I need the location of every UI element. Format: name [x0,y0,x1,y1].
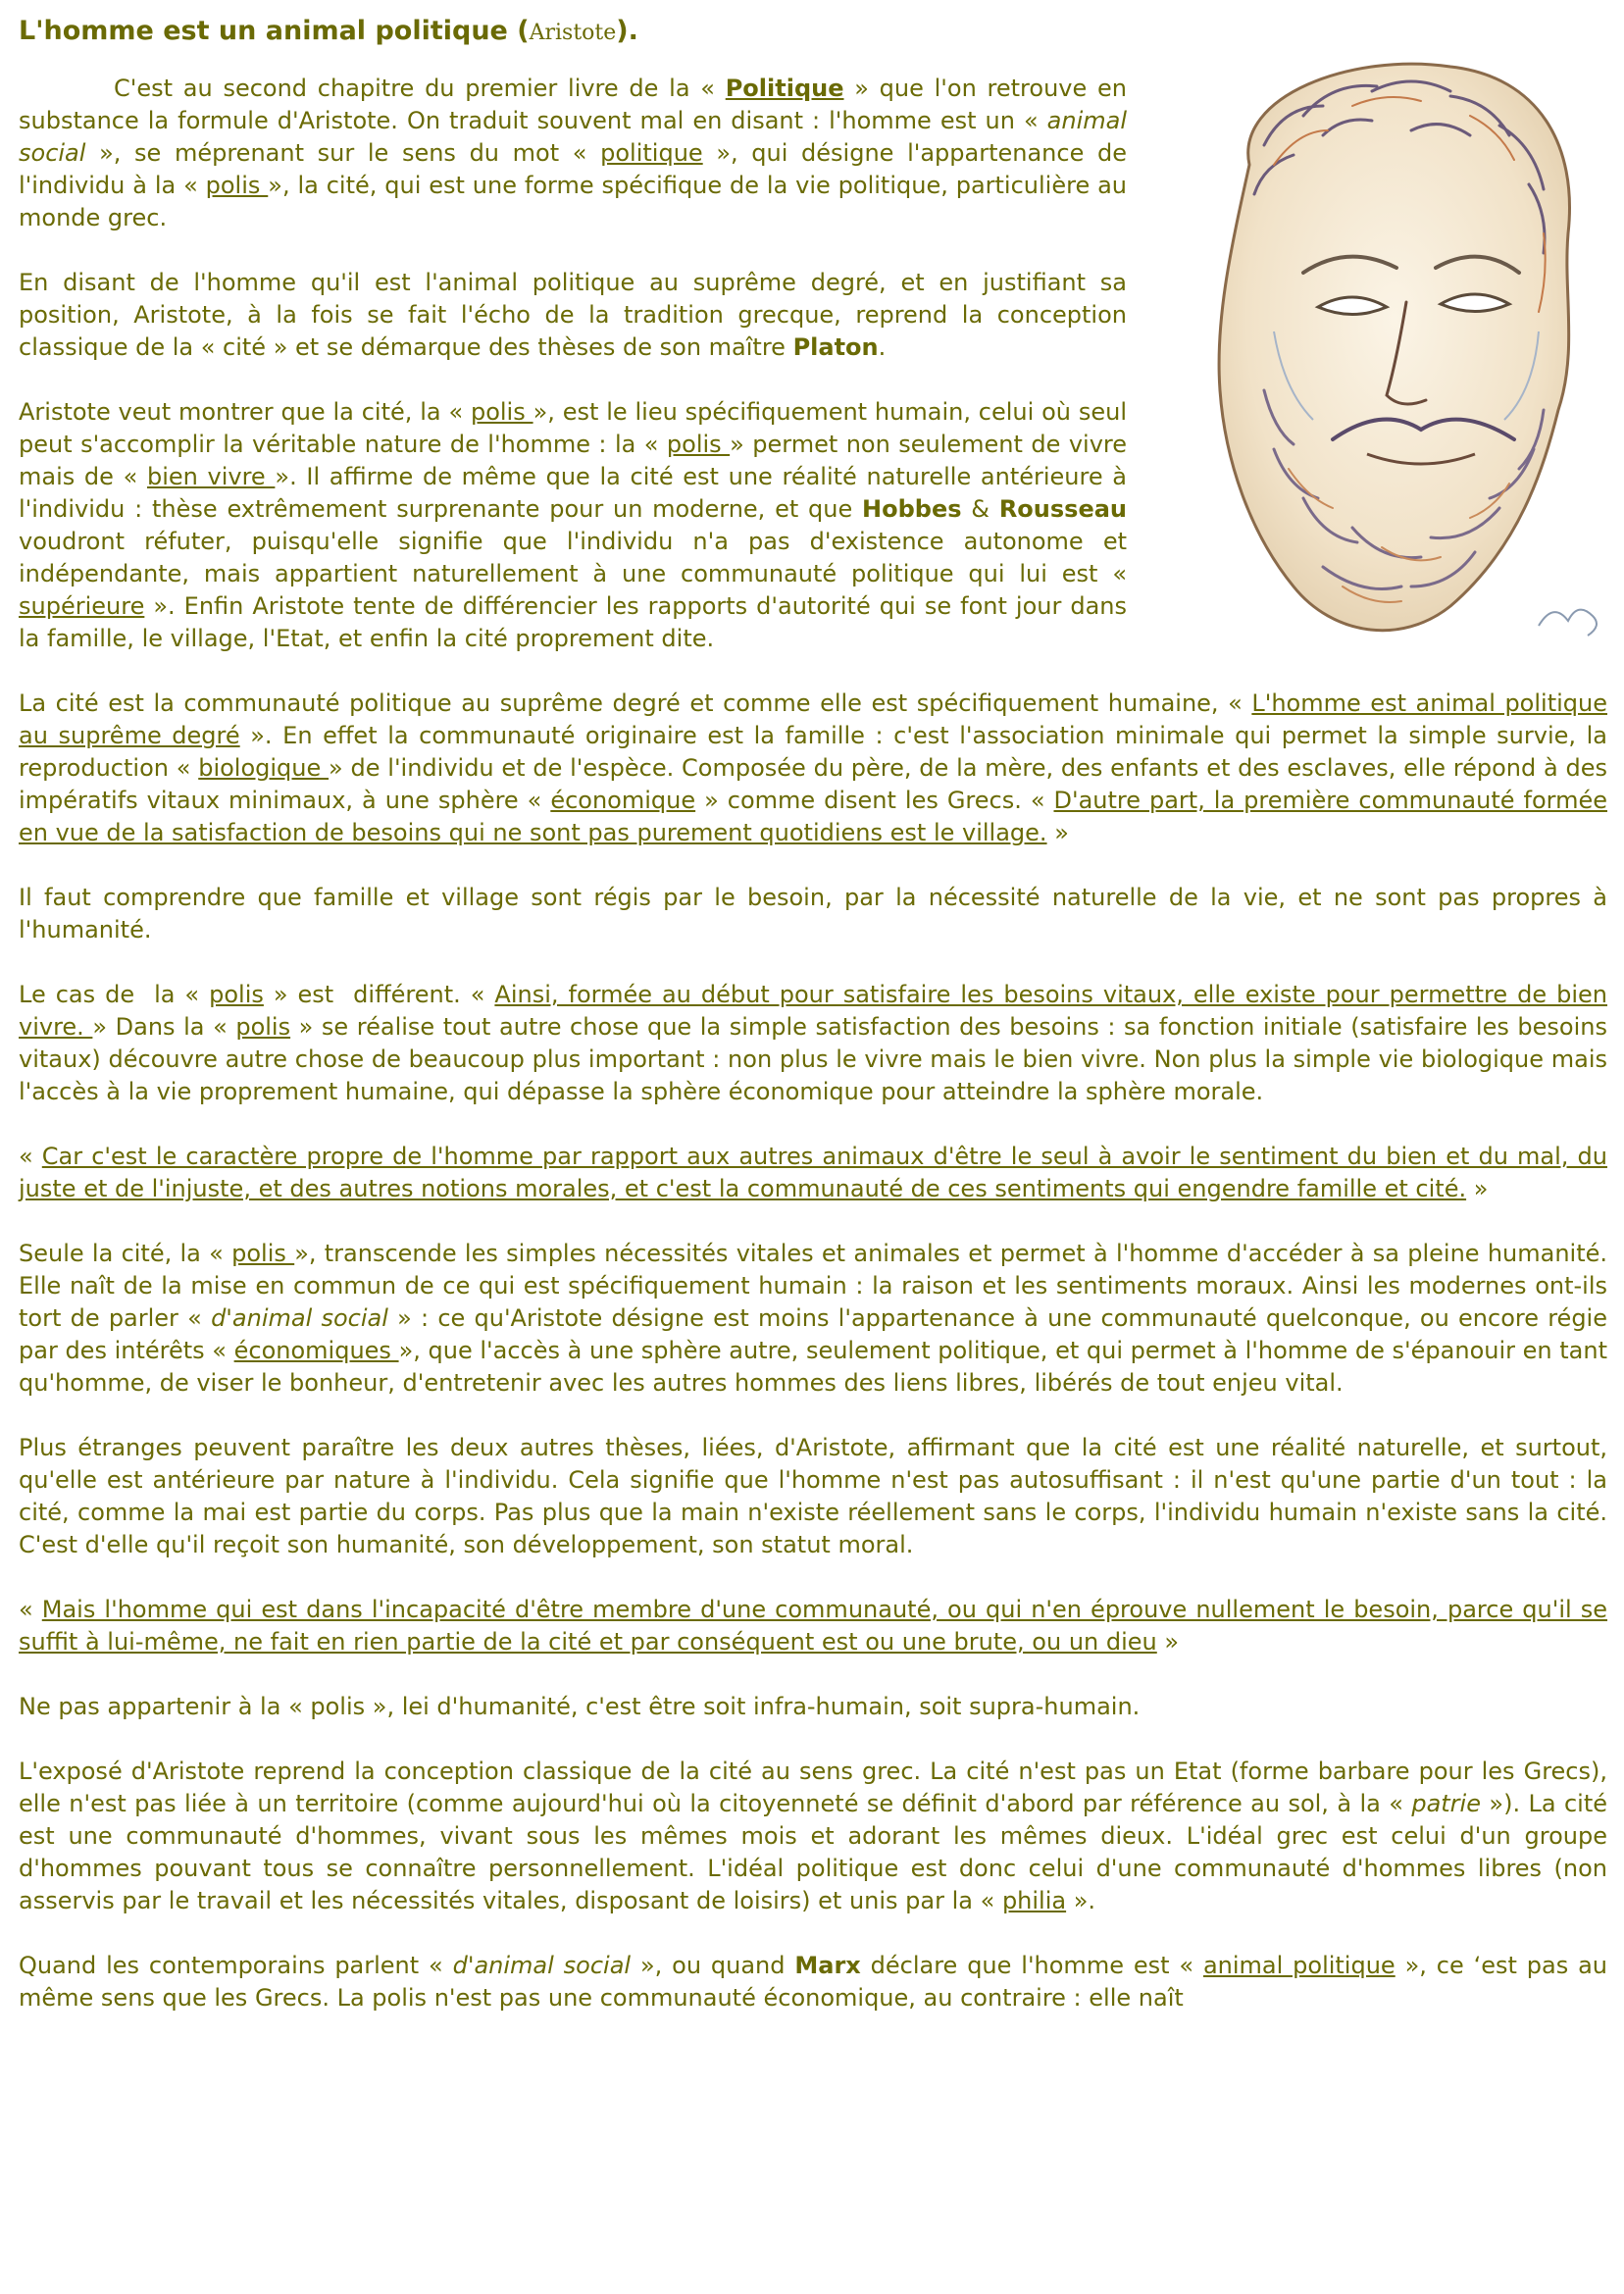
p4-text-3: » de l'individu et de l'espèce. Composée du père, de la mère, des enfants et des esclaves, elle répond à des impératifs vitaux minimaux, à une sphère « [19,754,1608,814]
paragraph-11 [19,1691,1607,1723]
p4-text-4: » comme disent les Grecs. « [695,787,1054,814]
p1-text-1: C'est au second chapitre du premier livre de la « [114,75,726,102]
link-biologique[interactable]: biologique [198,754,330,782]
link-polis[interactable]: polis [209,981,264,1008]
paragraph-4 [19,688,1607,849]
p11-text-1: Ne pas appartenir à la « polis », lei d'humanité, c'est être soit infra-humain, soit supra-humain. [19,1693,1141,1720]
paragraph-12 [19,1756,1607,1917]
p8-text-3: » : ce qu'Aristote désigne est moins l'appartenance à une communauté quelconque, ou encore régie par des intérêts « [19,1304,1607,1364]
paragraph-9 [19,1432,1607,1561]
title-main: L'homme est un animal politique ( [19,16,530,46]
p6-text-3: » Dans la « [92,1013,236,1041]
paragraph-7 [19,1141,1607,1205]
link-philia[interactable]: philia [1001,1887,1067,1914]
paragraph-6 [19,979,1607,1108]
p1-text-3: », se méprenant sur le sens du mot « [85,139,601,167]
link-polis[interactable]: polis [231,1240,295,1267]
name-marx: Marx [794,1952,861,1979]
link-quote-bien-vivre[interactable]: Ainsi, formée au début pour satisfaire les besoins vitaux, elle existe pour permettre de bien vivre. [19,981,1607,1041]
link-superieure[interactable]: supérieure [19,592,145,620]
p7-text-1: « [19,1143,42,1170]
p6-text-2: » est différent. « [263,981,495,1008]
aristotle-portrait-image [1156,37,1617,661]
link-politique-book[interactable]: Politique [725,75,844,102]
p13-text-1: Quand les contemporains parlent « [19,1952,453,1979]
p4-text-1: La cité est la communauté politique au suprême degré et comme elle est spécifiquement humaine, « [19,689,1252,717]
p12-em-patrie: patrie [1411,1790,1481,1817]
link-polis[interactable]: polis [470,398,533,426]
p13-text-3: déclare que l'homme est « [860,1952,1203,1979]
p1-text-4: », qui désigne l'appartenance de l'individu à la « [19,139,1128,199]
link-animal-politique[interactable]: animal politique [1202,1952,1396,1979]
p4-text-5: » [1046,819,1069,846]
paragraph-8 [19,1238,1607,1400]
link-quote-animal-politique[interactable]: L'homme est animal politique au suprême degré [19,689,1607,749]
p5-text-1: Il faut comprendre que famille et village sont régis par le besoin, par la nécessité naturelle de la vie, et ne sont pas propres à l'humanité. [19,884,1607,943]
title-author-name: Aristote [529,21,617,45]
p8-em-animal-social: d'animal social [211,1304,388,1332]
p6-text-4: » se réalise tout autre chose que la simple satisfaction des besoins : sa fonction initiale (satisfaire les besoins vitaux) découvre autre chose de beaucoup plus important : non plus le vivre mais le bien vivre. Non plus la simple vie biologique mais l'accès à la vie proprement humaine, qui dépasse la sphère économique pour atteindre la sphère morale. [19,1013,1607,1105]
link-bien-vivre[interactable]: bien vivre [146,463,276,490]
p3-text-3: » permet non seulement de vivre mais de « [19,431,1127,490]
document-body [19,14,1607,2047]
paragraph-5 [19,882,1607,946]
link-polis[interactable]: polis [235,1013,291,1041]
p3-text-2: », est le lieu spécifiquement humain, celui où seul peut s'accomplir la véritable nature de l'homme : la « [19,398,1127,458]
p3-text-5: & [961,495,999,523]
link-economiques[interactable]: économiques [233,1337,399,1364]
p3-text-7: ». Enfin Aristote tente de différencier les rapports d'autorité qui se font jour dans la famille, le village, l'Etat, et enfin la cité proprement dite. [19,592,1127,652]
p1-text-5: », la cité, qui est une forme spécifique de la vie politique, particulière au monde grec. [19,172,1128,231]
link-quote-bien-et-mal[interactable]: Car c'est le caractère propre de l'homme par rapport aux autres animaux d'être le seul à avoir le sentiment du bien et du mal, du juste et de l'injuste, et des autres notions morales, et c'est la communauté de ces sentiments qui engendre famille et cité. [19,1143,1607,1202]
link-polis[interactable]: polis [205,172,269,199]
p6-text-1: Le cas de la « [19,981,210,1008]
name-hobbes: Hobbes [862,495,962,523]
title-end: ). [616,16,638,46]
p3-text-1: Aristote veut montrer que la cité, la « [19,398,471,426]
p12-text-1: L'exposé d'Aristote reprend la conception classique de la cité au sens grec. La cité n'est pas un Etat (forme barbare pour les Grecs), elle n'est pas liée à un territoire (comme aujourd'hui où la citoyenneté se définit d'abord par référence au sol, à la « [19,1758,1607,1817]
p8-text-1: Seule la cité, la « [19,1240,232,1267]
p12-text-2: »). La cité est une communauté d'hommes, vivant sous les mêmes mois et adorant les mêmes dieux. L'idéal grec est celui d'un groupe d'hommes pouvant tous se connaître personnellement. L'idéal politique est donc celui d'une communauté d'hommes libres (non asservis par le travail et les nécessités vitales, disposant de loisirs) et unis par la « [19,1790,1607,1914]
paragraph-10 [19,1594,1607,1658]
p3-text-4: ». Il affirme de même que la cité est une réalité naturelle antérieure à l'individu : thèse extrêmement surprenante pour un moderne, et que [19,463,1127,523]
link-polis[interactable]: polis [666,431,731,458]
p9-text-1: Plus étranges peuvent paraître les deux autres thèses, liées, d'Aristote, affirmant que la cité est une réalité naturelle, et surtout, qu'elle est antérieure par nature à l'individu. Cela signifie que l'homme n'est pas autosuffisant : il n'est qu'une partie d'un tout : la cité, comme la mai est partie du corps. Pas plus que la main n'existe réellement sans le corps, l'individu humain n'existe sans la cité. C'est d'elle qu'il reçoit son humanité, son développement, son statut moral. [19,1434,1607,1558]
link-politique[interactable]: politique [600,139,703,167]
p13-text-4: », ce ‘est pas au même sens que les Grecs. La polis n'est pas une communauté économique, au contraire : elle naît [19,1952,1607,2012]
p3-text-6: voudront réfuter, puisqu'elle signifie que l'individu n'a pas d'existence autonome et indépendante, mais appartient naturellement à une communauté politique qui lui est « [19,528,1127,587]
link-quote-village[interactable]: D'autre part, la première communauté formée en vue de la satisfaction de besoins qui ne sont pas purement quotidiens est le village. [19,787,1607,846]
name-rousseau: Rousseau [998,495,1127,523]
p2-text-2: . [878,333,887,361]
name-platon: Platon [792,333,879,361]
p8-text-4: », que l'accès à une sphère autre, seulement politique, et qui permet à l'homme de s'épanouir en tant qu'homme, de viser le bonheur, d'entretenir avec les autres hommes des liens libres, libérés de tout enjeu vital. [19,1337,1607,1397]
p13-text-2: », ou quand [631,1952,795,1979]
p4-text-2: ». En effet la communauté originaire est la famille : c'est l'association minimale qui permet la simple survie, la reproduction « [19,722,1608,782]
p1-em-animal-social: animal social [19,107,1127,167]
p13-em-animal-social: d'animal social [452,1952,632,1979]
p1-text-2: » que l'on retrouve en substance la formule d'Aristote. On traduit souvent mal en disant : l'homme est un « [19,75,1127,134]
p2-text-1: En disant de l'homme qu'il est l'animal politique au suprême degré, et en justifiant sa position, Aristote, à la fois se fait l'écho de la tradition grecque, reprend la conception classique de la « cité » et se démarque des thèses de son maître [19,269,1127,361]
p8-text-2: », transcende les simples nécessités vitales et animales et permet à l'homme d'accéder à sa pleine humanité. Elle naît de la mise en commun de ce qui est spécifiquement humain : la raison et les sentiments moraux. Ainsi les modernes ont-ils tort de parler « [19,1240,1608,1332]
p7-text-2: » [1466,1175,1489,1202]
link-economique[interactable]: économique [550,787,696,814]
link-quote-brute-ou-dieu[interactable]: Mais l'homme qui est dans l'incapacité d'être membre d'une communauté, ou qui n'en éprouve nullement le besoin, parce qu'il se suffit à lui-même, ne fait en rien partie de la cité et par conséquent est ou une brute, ou un dieu [19,1596,1608,1656]
p10-text-1: « [19,1596,42,1623]
paragraph-13 [19,1950,1607,2014]
p10-text-2: » [1156,1628,1180,1656]
p12-text-3: ». [1066,1887,1096,1914]
